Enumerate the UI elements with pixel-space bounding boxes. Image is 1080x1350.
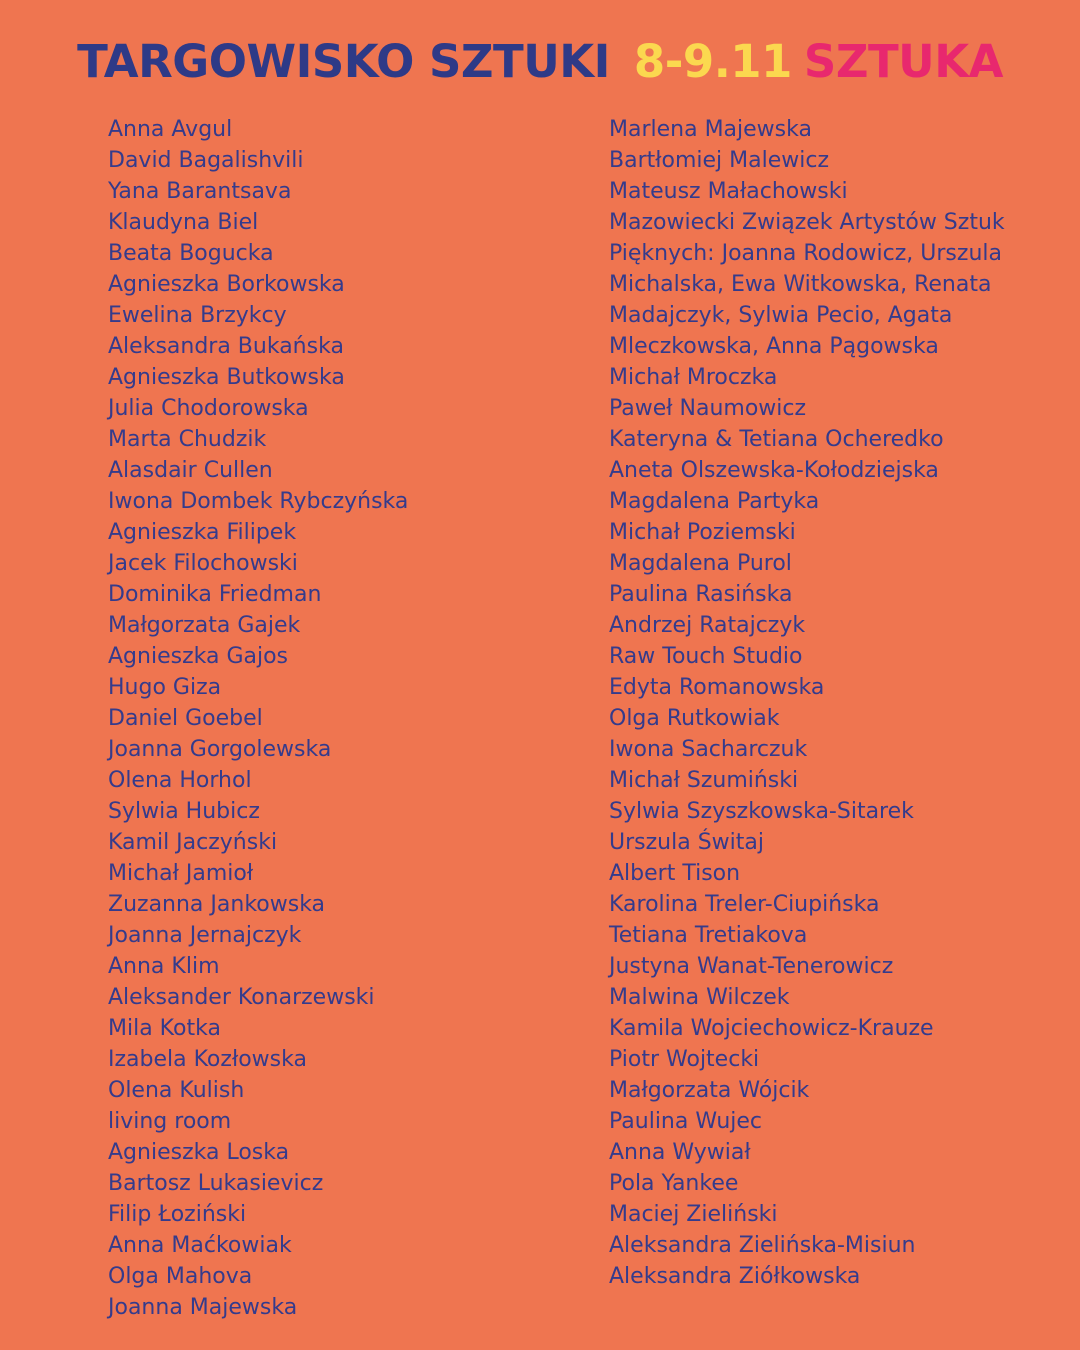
artist-name: Aleksandra Ziółkowska <box>609 1264 861 1289</box>
artist-name: Olena Horhol <box>108 768 252 793</box>
artist-name: Michalska, Ewa Witkowska, Renata <box>609 272 992 297</box>
artist-name: Sylwia Szyszkowska-Sitarek <box>609 799 914 824</box>
artist-name: Michał Jamioł <box>108 861 254 886</box>
artist-name: Olena Kulish <box>108 1078 245 1103</box>
artist-name: Agnieszka Loska <box>108 1140 290 1165</box>
artist-name: Beata Bogucka <box>108 241 274 266</box>
artist-name: Mila Kotka <box>108 1016 221 1041</box>
artist-name: Michał Mroczka <box>609 365 778 390</box>
artist-name: Mazowiecki Związek Artystów Sztuk <box>609 210 1005 235</box>
artist-name: Malwina Wilczek <box>609 985 790 1010</box>
artist-name: Magdalena Partyka <box>609 489 820 514</box>
artist-name: Joanna Gorgolewska <box>108 737 332 762</box>
artist-name: Marlena Majewska <box>609 117 812 142</box>
artist-name: Izabela Kozłowska <box>108 1047 307 1072</box>
artist-name: Piotr Wojtecki <box>609 1047 760 1072</box>
artist-name: Kamila Wojciechowicz-Krauze <box>609 1016 934 1041</box>
artist-name: Raw Touch Studio <box>609 644 803 669</box>
artist-name: Paulina Wujec <box>609 1109 763 1134</box>
artist-name: Anna Wywiał <box>609 1140 751 1165</box>
artist-name: Bartłomiej Malewicz <box>609 148 829 173</box>
artist-name: Pola Yankee <box>609 1171 739 1196</box>
event-title: TARGOWISKO SZTUKI <box>77 35 610 88</box>
artist-name: Agnieszka Borkowska <box>108 272 345 297</box>
artist-name: Iwona Dombek Rybczyńska <box>108 489 409 514</box>
artist-name: Urszula Świtaj <box>609 830 764 855</box>
artist-name: Aneta Olszewska-Kołodziejska <box>609 458 939 483</box>
artist-name: Karolina Treler-Ciupińska <box>609 892 880 917</box>
artist-name: Mleczkowska, Anna Pągowska <box>609 334 939 359</box>
artist-name: Joanna Majewska <box>108 1295 298 1320</box>
artist-name: Mateusz Małachowski <box>609 179 848 204</box>
artist-name: Dominika Friedman <box>108 582 322 607</box>
artist-name: Olga Mahova <box>108 1264 253 1289</box>
artist-name: Ewelina Brzykcy <box>108 303 287 328</box>
artist-name: Małgorzata Gajek <box>108 613 301 638</box>
artist-name: Marta Chudzik <box>108 427 267 452</box>
artist-name: Agnieszka Gajos <box>108 644 289 669</box>
artist-name: Agnieszka Filipek <box>108 520 297 545</box>
artist-name: Agnieszka Butkowska <box>108 365 345 390</box>
artist-name: Olga Rutkowiak <box>609 706 780 731</box>
artist-name: Hugo Giza <box>108 675 222 700</box>
artist-name: Joanna Jernajczyk <box>108 923 302 948</box>
artist-name: Klaudyna Biel <box>108 210 259 235</box>
artist-name: Michał Poziemski <box>609 520 796 545</box>
artist-name: Sylwia Hubicz <box>108 799 260 824</box>
artist-list-right <box>609 114 1069 1292</box>
artist-name: Madajczyk, Sylwia Pecio, Agata <box>609 303 953 328</box>
artist-name: Edyta Romanowska <box>609 675 825 700</box>
artist-name: Jacek Filochowski <box>108 551 298 576</box>
artist-name: Julia Chodorowska <box>108 396 309 421</box>
artist-name: Bartosz Lukasievicz <box>108 1171 324 1196</box>
poster-header <box>0 30 1080 94</box>
event-accent-word: SZTUKA <box>803 35 1003 88</box>
artist-name: Maciej Zieliński <box>609 1202 778 1227</box>
artist-name: Anna Avgul <box>108 117 233 142</box>
artist-name: Tetiana Tretiakova <box>609 923 808 948</box>
artist-name: Iwona Sacharczuk <box>609 737 808 762</box>
artist-name: Michał Szumiński <box>609 768 799 793</box>
artist-name: Paulina Rasińska <box>609 582 793 607</box>
artist-name: Alasdair Cullen <box>108 458 273 483</box>
artist-name: Aleksandra Zielińska-Misiun <box>609 1233 916 1258</box>
artist-name: Małgorzata Wójcik <box>609 1078 810 1103</box>
artist-name: living room <box>108 1109 232 1134</box>
artist-name: Albert Tison <box>609 861 741 886</box>
artist-name: Daniel Goebel <box>108 706 263 731</box>
artist-name: Zuzanna Jankowska <box>108 892 326 917</box>
artist-name: Kateryna & Tetiana Ocheredko <box>609 427 944 452</box>
artist-name: Magdalena Purol <box>609 551 792 576</box>
artist-list-left <box>108 114 578 1323</box>
artist-name: Pięknych: Joanna Rodowicz, Urszula <box>609 241 1002 266</box>
artist-name: Andrzej Ratajczyk <box>609 613 806 638</box>
artist-name: Aleksandra Bukańska <box>108 334 344 359</box>
artist-name: Justyna Wanat-Tenerowicz <box>609 954 894 979</box>
artist-name: Aleksander Konarzewski <box>108 985 375 1010</box>
artist-name: Anna Maćkowiak <box>108 1233 292 1258</box>
event-date: 8-9.11 <box>633 35 792 88</box>
artist-name: Anna Klim <box>108 954 220 979</box>
artist-name: Filip Łoziński <box>108 1202 247 1227</box>
artist-name: David Bagalishvili <box>108 148 304 173</box>
artist-name: Kamil Jaczyński <box>108 830 278 855</box>
artist-name: Paweł Naumowicz <box>609 396 807 421</box>
artist-name: Yana Barantsava <box>108 179 292 204</box>
